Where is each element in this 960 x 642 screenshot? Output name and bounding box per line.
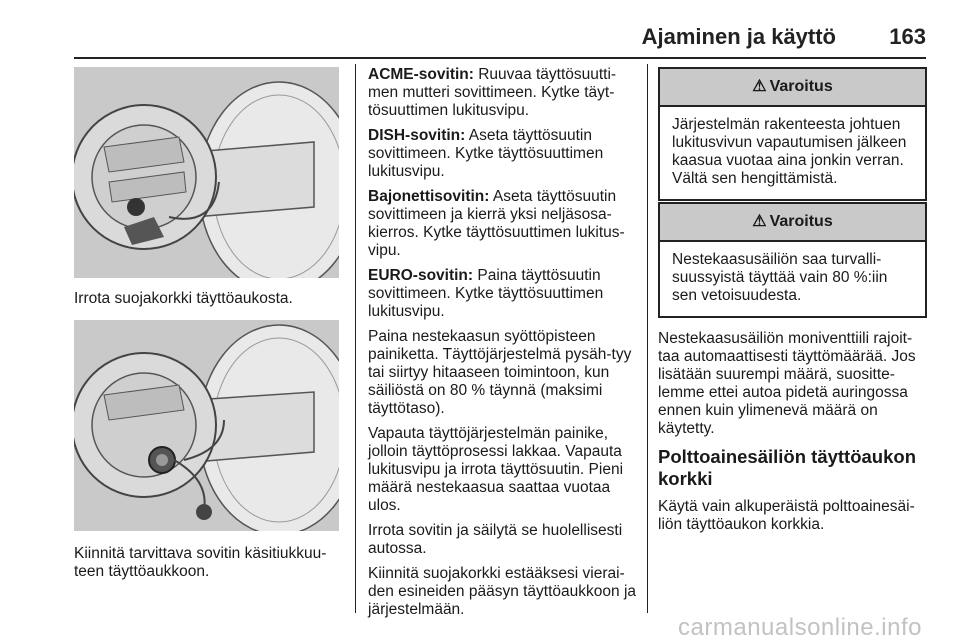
warning-triangle-icon: ⚠	[752, 78, 767, 95]
warning-text-1: Järjestelmän rakenteesta johtuen lukitusvivun vapautumisen jälkeen kaasua vuotaa aina jonkin verran. Vältä sen hengittämistä.	[672, 116, 907, 187]
tank-info-text	[658, 330, 930, 542]
filler-cap-paragraph: Käytä vain alkuperäistä polttoainesäi-liön täyttöaukon korkkia.	[658, 498, 915, 533]
dish-adapter-text: Aseta täyttösuutin sovittimeen. Kytke täyttösuuttimen lukitusvipu.	[368, 127, 604, 180]
warning-header-2	[660, 204, 925, 242]
multivalve-paragraph: Nestekaasusäiliön moniventtiili rajoit-taa automaattisesti täyttömäärää. Jos lisätään suurempi määrä, suositte-lemme ettei autoa pidetä auringossa ennen kuin ylimenevä määrä on käytetty.	[658, 330, 916, 437]
warning-triangle-icon: ⚠	[752, 213, 767, 230]
euro-adapter-label: EURO-sovitin:	[368, 267, 474, 284]
bayonet-adapter-label: Bajonettisovitin:	[368, 188, 490, 205]
bayonet-adapter-paragraph	[368, 188, 636, 260]
column-divider-left	[355, 64, 356, 613]
page-number: 163	[889, 24, 926, 49]
warning-header-1	[660, 69, 925, 107]
header-divider	[74, 57, 926, 59]
release-button-paragraph: Vapauta täyttöjärjestelmän painike, jolloin täyttöprosessi lakkaa. Vapauta lukitusvipu ja irrota täyttösuutin. Pieni määrä nestekaasua saattaa vuotaa ulos.	[368, 425, 624, 514]
site-watermark: carmanualsonline.info	[678, 614, 922, 641]
acme-adapter-text: Ruuvaa täyttösuutti-men mutteri sovittimeen. Kytke täyt-tösuuttimen lukitusvipu.	[368, 66, 617, 119]
warning-box-2	[658, 202, 927, 318]
figure-caption-2: Kiinnitä tarvittava sovitin käsitiukkuu-teen täyttöaukkoon.	[74, 545, 327, 580]
section-title: Ajaminen ja käyttö	[641, 24, 836, 49]
warning-title-1: Varoitus	[769, 78, 833, 95]
column-divider-right	[647, 64, 648, 613]
warning-text-2: Nestekaasusäiliön saa turvalli-suussyistä täyttää vain 80 %:iin sen vetoisuudesta.	[672, 251, 888, 304]
fuel-cap-illustration	[74, 67, 339, 278]
filler-cap-heading: Polttoainesäiliön täyttöaukon korkki	[658, 446, 916, 489]
press-button-paragraph: Paina nestekaasun syöttöpisteen painiketta. Täyttöjärjestelmä pysäh-tyy tai siirtyy hitaaseen toimintoon, kun säiliöstä on 80 % täynnä (maksimi täyttötaso).	[368, 328, 632, 417]
bayonet-adapter-text: Aseta täyttösuutin sovittimeen ja kierrä yksi neljäsosa-kierros. Kytke täyttösuuttimen lukitus-vipu.	[368, 188, 625, 259]
euro-adapter-paragraph	[368, 267, 636, 321]
figure-caption-1: Irrota suojakorkki täyttöaukosta.	[74, 290, 293, 307]
dish-adapter-paragraph	[368, 127, 636, 181]
adapter-illustration	[74, 320, 339, 531]
acme-adapter-label: ACME-sovitin:	[368, 66, 474, 83]
euro-adapter-text: Paina täyttösuutin sovittimeen. Kytke täyttösuuttimen lukitusvipu.	[368, 267, 604, 320]
instruction-text	[368, 66, 636, 626]
warning-box-1	[658, 67, 927, 201]
attach-cap-paragraph: Kiinnitä suojakorkki estääksesi vierai-den esineiden pääsyn täyttöaukkoon ja järjestelmään.	[368, 565, 637, 618]
adapter-on-filler-drawing	[74, 320, 339, 531]
dish-adapter-label: DISH-sovitin:	[368, 127, 466, 144]
remove-adapter-paragraph: Irrota sovitin ja säilytä se huolellisesti autossa.	[368, 522, 623, 557]
fuel-filler-cap-drawing	[74, 67, 339, 278]
acme-adapter-paragraph	[368, 66, 636, 120]
warning-title-2: Varoitus	[769, 213, 833, 230]
